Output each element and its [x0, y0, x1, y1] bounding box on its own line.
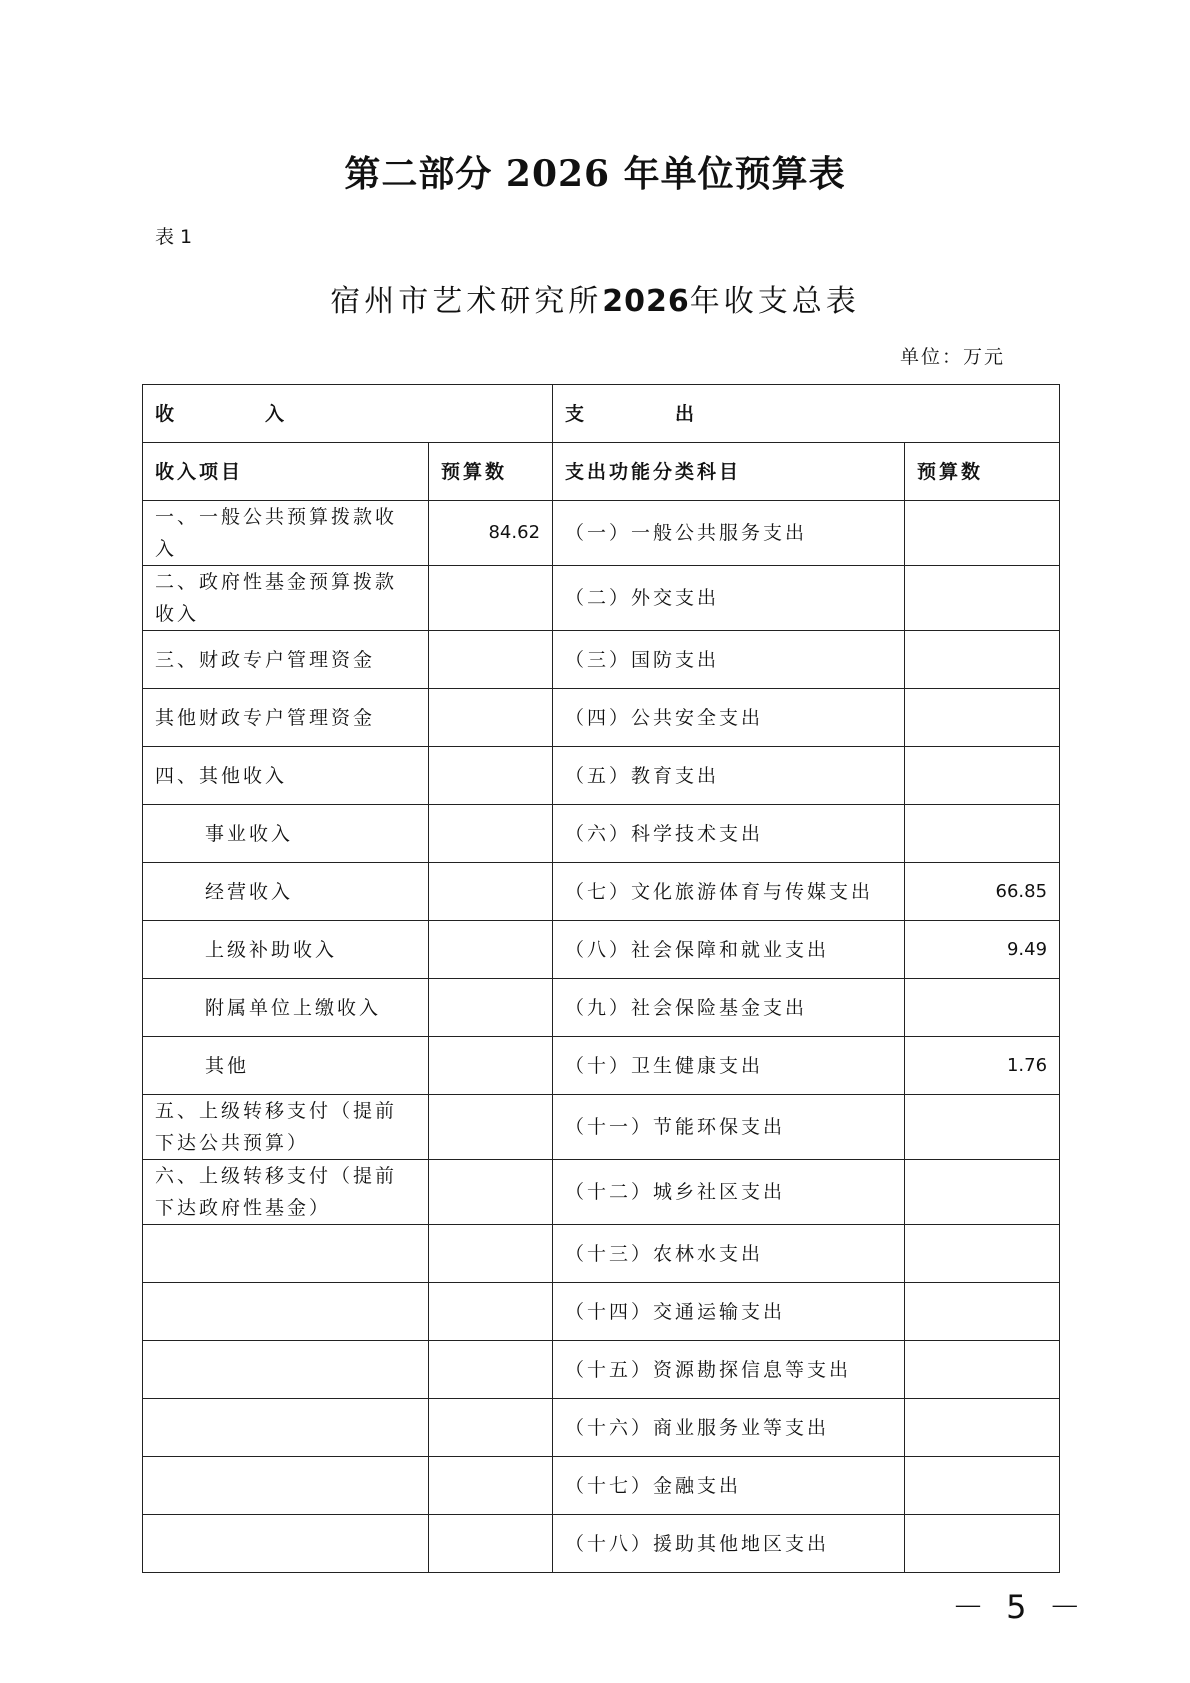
expense-item-cell: （十二）城乡社区支出: [553, 1160, 905, 1225]
income-item-cell: [143, 1399, 429, 1457]
income-item-cell: 经营收入: [143, 863, 429, 921]
income-item-cell: [143, 1225, 429, 1283]
income-item-cell: 其他: [143, 1037, 429, 1095]
expense-amount-cell: [905, 1160, 1060, 1225]
income-amount-cell: [429, 1341, 553, 1399]
expense-amount-cell: [905, 805, 1060, 863]
expense-item-cell: （十一）节能环保支出: [553, 1095, 905, 1160]
budget-table: [142, 384, 1060, 1573]
table-title-year: 2026: [602, 284, 690, 319]
income-amount-cell: [429, 689, 553, 747]
expense-amount-cell: [905, 979, 1060, 1037]
table-row: [143, 1283, 1060, 1341]
table-title: [0, 276, 1190, 320]
expense-item-cell: （一）一般公共服务支出: [553, 501, 905, 566]
income-item-cell: 事业收入: [143, 805, 429, 863]
expense-amount-cell: [905, 1515, 1060, 1573]
expense-item-cell: （二）外交支出: [553, 566, 905, 631]
income-amount-cell: 84.62: [429, 501, 553, 566]
table-row: [143, 805, 1060, 863]
income-item-cell: 六、上级转移支付（提前下达政府性基金）: [143, 1160, 429, 1225]
expense-amount-cell: [905, 501, 1060, 566]
income-section-header: 收 入: [143, 385, 553, 443]
table-row: [143, 1457, 1060, 1515]
expense-item-cell: （十三）农林水支出: [553, 1225, 905, 1283]
table-row: [143, 566, 1060, 631]
expense-item-cell: （十八）援助其他地区支出: [553, 1515, 905, 1573]
income-item-cell: 三、财政专户管理资金: [143, 631, 429, 689]
expense-item-cell: （十五）资源勘探信息等支出: [553, 1341, 905, 1399]
expense-amount-cell: [905, 1341, 1060, 1399]
expense-item-cell: （五）教育支出: [553, 747, 905, 805]
table-row: [143, 1160, 1060, 1225]
income-amount-cell: [429, 1225, 553, 1283]
expense-amount-cell: [905, 689, 1060, 747]
income-amount-cell: [429, 1457, 553, 1515]
table-row: [143, 1399, 1060, 1457]
expense-item-cell: （十七）金融支出: [553, 1457, 905, 1515]
page-number: － 5 －: [952, 1588, 1087, 1626]
income-amount-cell: [429, 566, 553, 631]
expense-item-cell: （十）卫生健康支出: [553, 1037, 905, 1095]
income-amount-cell: [429, 1515, 553, 1573]
income-item-cell: 四、其他收入: [143, 747, 429, 805]
table-number: 表 1: [155, 226, 193, 248]
table-row: [143, 921, 1060, 979]
expense-item-cell: （六）科学技术支出: [553, 805, 905, 863]
table-section-header-row: [143, 385, 1060, 443]
table-row: [143, 501, 1060, 566]
income-item-cell: 其他财政专户管理资金: [143, 689, 429, 747]
income-amount-cell: [429, 979, 553, 1037]
income-item-cell: [143, 1283, 429, 1341]
table-row: [143, 1095, 1060, 1160]
income-item-cell: [143, 1457, 429, 1515]
income-item-cell: 上级补助收入: [143, 921, 429, 979]
expense-amount-cell: [905, 1225, 1060, 1283]
income-amount-cell: [429, 1399, 553, 1457]
income-amount-cell: [429, 805, 553, 863]
income-amount-cell: [429, 747, 553, 805]
expense-item-cell: （十四）交通运输支出: [553, 1283, 905, 1341]
expense-item-cell: （九）社会保险基金支出: [553, 979, 905, 1037]
table-row: [143, 863, 1060, 921]
table-title-suffix: 年收支总表: [689, 284, 860, 319]
expense-amount-cell: [905, 1457, 1060, 1515]
income-item-cell: 二、政府性基金预算拨款收入: [143, 566, 429, 631]
table-row: [143, 1515, 1060, 1573]
expense-item-cell: （三）国防支出: [553, 631, 905, 689]
col-header-income-amount: 预算数: [429, 443, 553, 501]
expense-amount-cell: [905, 631, 1060, 689]
expense-amount-cell: [905, 747, 1060, 805]
income-amount-cell: [429, 1283, 553, 1341]
expense-amount-cell: [905, 566, 1060, 631]
table-row: [143, 689, 1060, 747]
expense-amount-cell: [905, 1095, 1060, 1160]
expense-amount-cell: [905, 1283, 1060, 1341]
income-item-cell: 附属单位上缴收入: [143, 979, 429, 1037]
expense-item-cell: （四）公共安全支出: [553, 689, 905, 747]
expense-item-cell: （七）文化旅游体育与传媒支出: [553, 863, 905, 921]
income-item-cell: 五、上级转移支付（提前下达公共预算）: [143, 1095, 429, 1160]
income-amount-cell: [429, 631, 553, 689]
col-header-expense-amount: 预算数: [905, 443, 1060, 501]
col-header-income-item: 收入项目: [143, 443, 429, 501]
table-row: [143, 631, 1060, 689]
income-amount-cell: [429, 1037, 553, 1095]
expense-amount-cell: 1.76: [905, 1037, 1060, 1095]
table-column-header-row: [143, 443, 1060, 501]
expense-amount-cell: 66.85: [905, 863, 1060, 921]
table-row: [143, 979, 1060, 1037]
expense-item-cell: （八）社会保障和就业支出: [553, 921, 905, 979]
expense-item-cell: （十六）商业服务业等支出: [553, 1399, 905, 1457]
unit-label: 单位：万元: [900, 346, 1006, 368]
col-header-expense-item: 支出功能分类科目: [553, 443, 905, 501]
table-row: [143, 1225, 1060, 1283]
part-title: 第二部分 2026 年单位预算表: [344, 153, 846, 195]
table-row: [143, 1341, 1060, 1399]
income-amount-cell: [429, 1160, 553, 1225]
income-amount-cell: [429, 1095, 553, 1160]
table-title-org: 宿州市艺术研究所: [330, 284, 603, 319]
expense-amount-cell: [905, 1399, 1060, 1457]
income-item-cell: [143, 1341, 429, 1399]
income-amount-cell: [429, 863, 553, 921]
income-item-cell: [143, 1515, 429, 1573]
income-amount-cell: [429, 921, 553, 979]
expense-amount-cell: 9.49: [905, 921, 1060, 979]
table-row: [143, 1037, 1060, 1095]
expense-section-header: 支 出: [553, 385, 1060, 443]
income-item-cell: 一、一般公共预算拨款收入: [143, 501, 429, 566]
table-row: [143, 747, 1060, 805]
